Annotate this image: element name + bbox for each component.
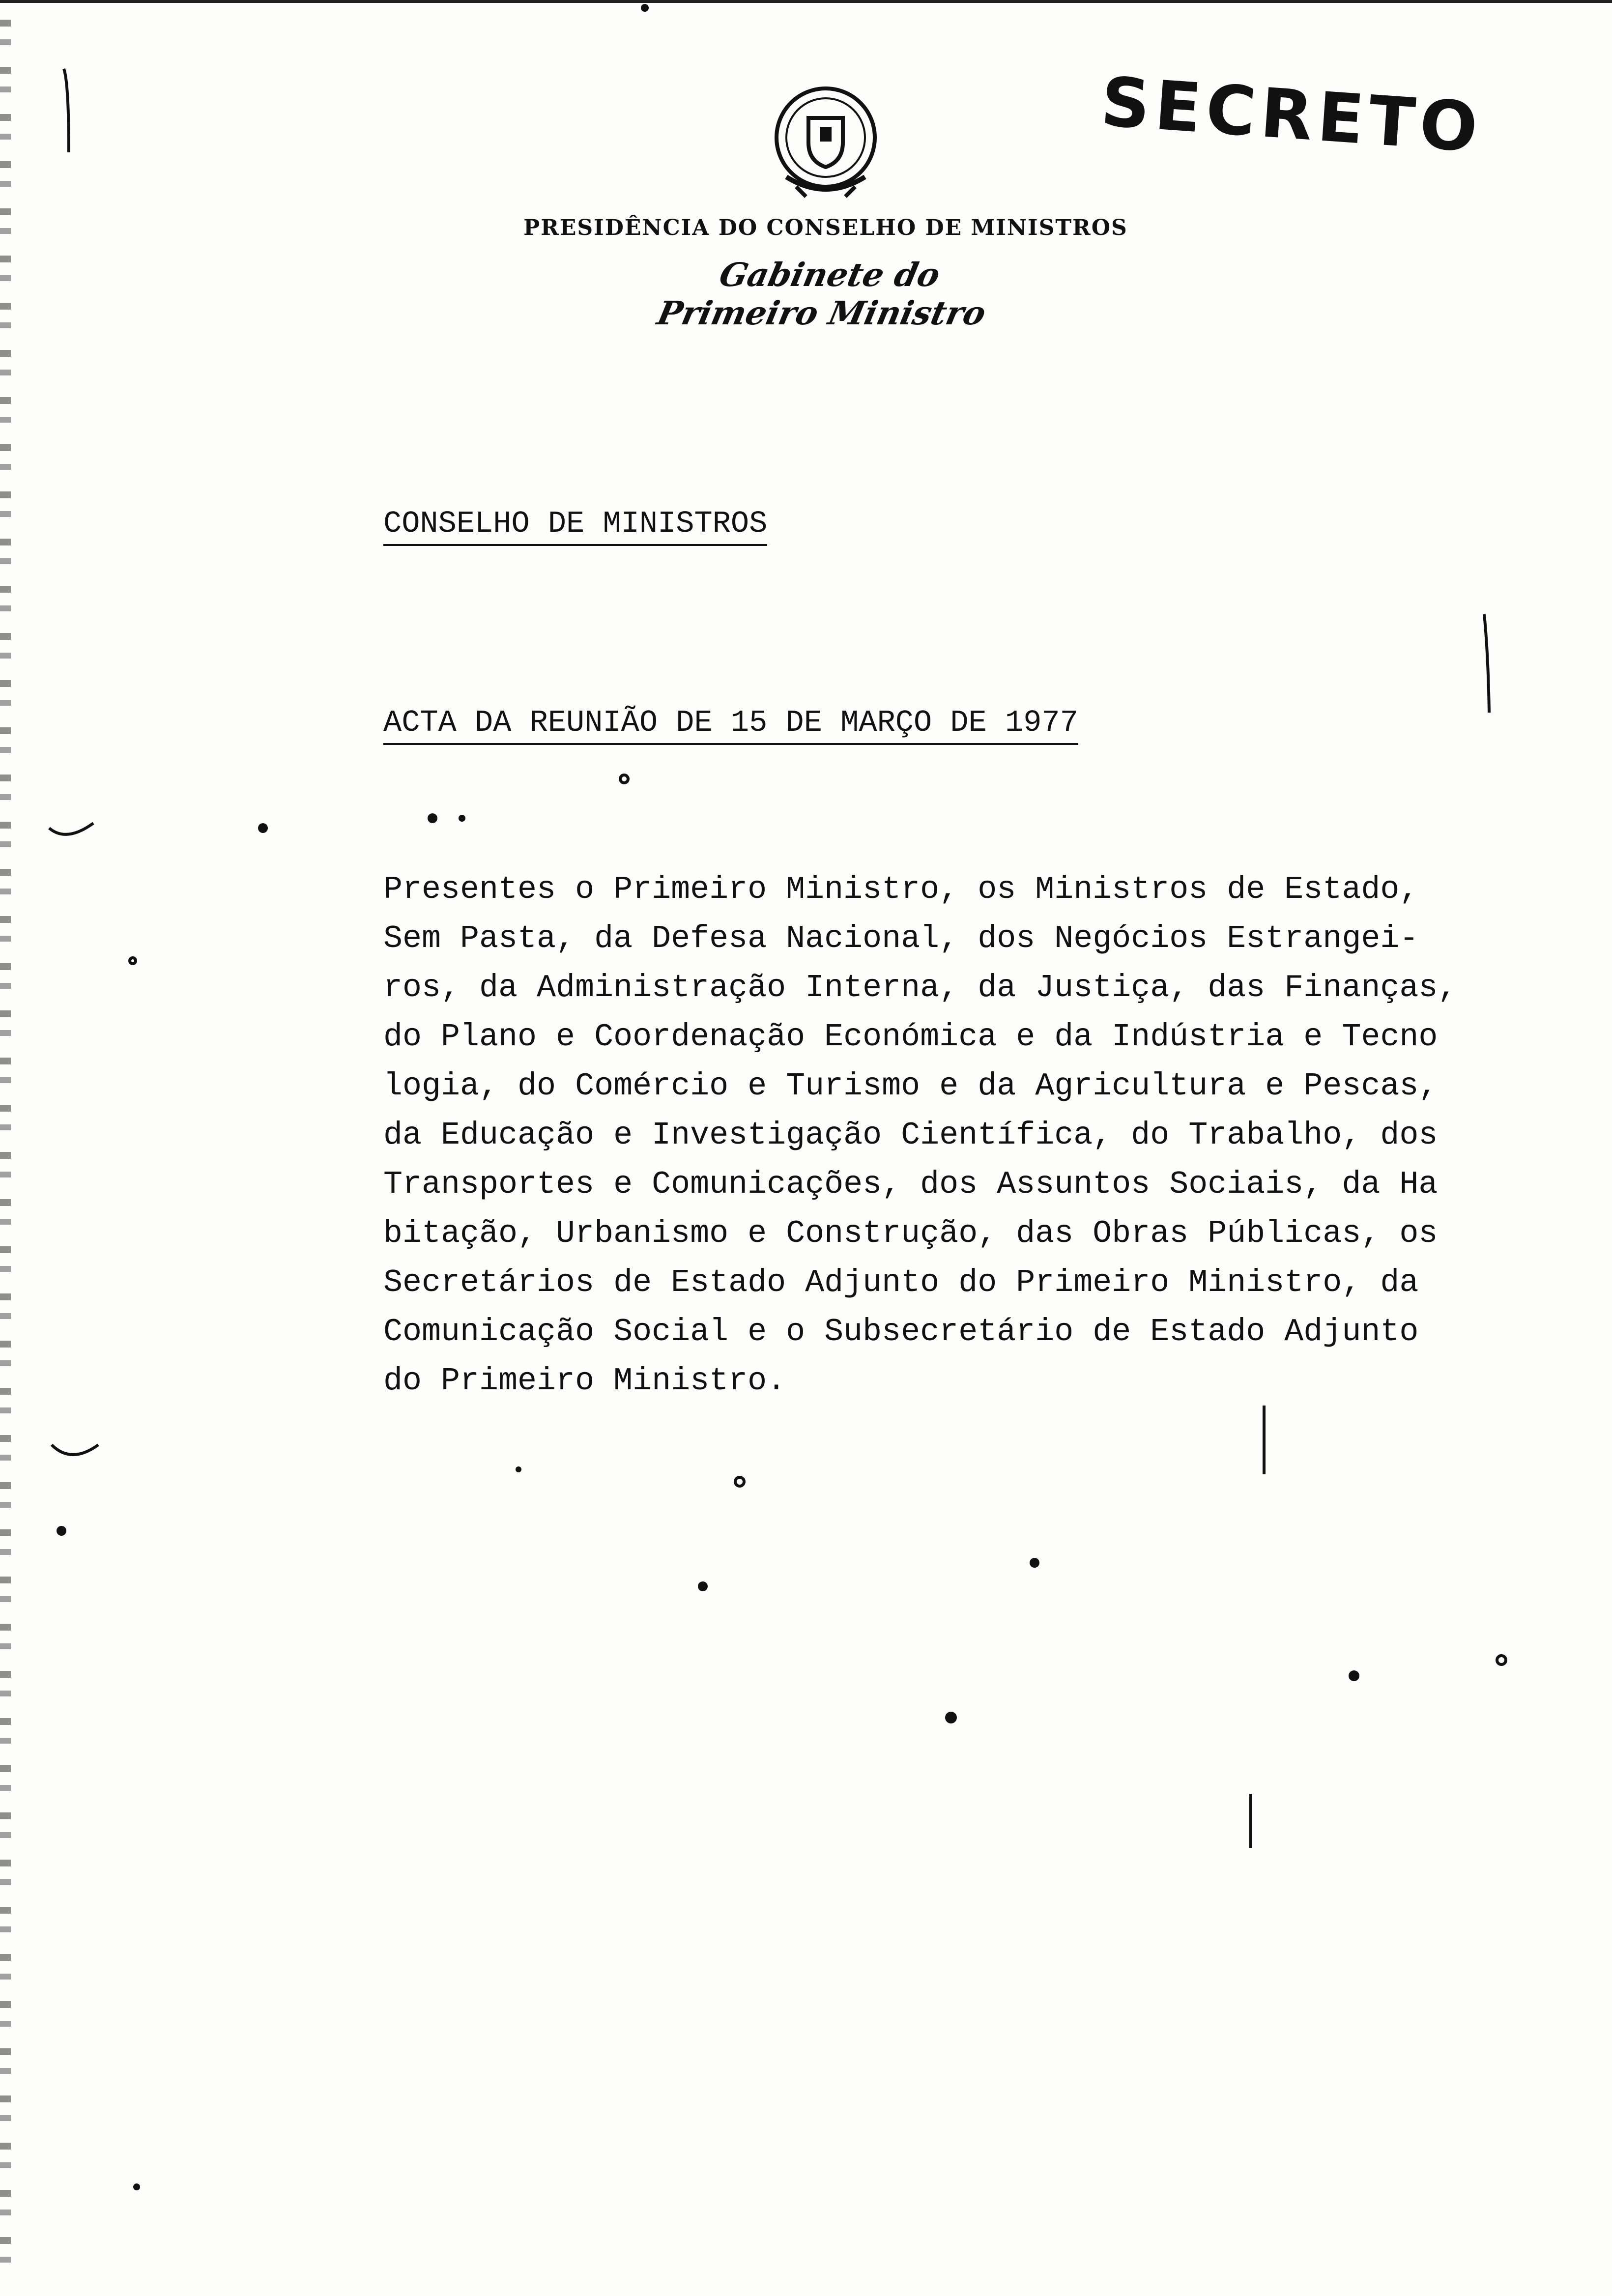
attendance-paragraph: Presentes o Primeiro Ministro, os Ministros de Estado, Sem Pasta, da Defesa Nacional, dos Negócios Estrangei- ros, da Administração Interna, da Justiça, das Finanças, do Plano e Coordenação Económica e da Indústria e Tecno logia, do Comércio e Turismo e da Agricultura e Pescas, da Educação e Investigação Científica, do Trabalho, dos Transportes e Comunicações, dos Assuntos Sociais, da Ha bitação, Urbanismo e Construção, das Obras Públicas, os Secretários de Estado Adjunto do Primeiro Ministro, da Comunicação Social e o Subsecretário de Estado Adjunto do Primeiro Ministro.: [383, 871, 1457, 1399]
document-heading: CONSELHO DE MINISTROS: [383, 506, 767, 546]
minutes-title: ACTA DA REUNIÃO DE 15 DE MARÇO DE 1977: [383, 705, 1078, 745]
letterhead-office: Gabinete do Primeiro Ministro: [654, 256, 989, 332]
letterhead-institution: PRESIDÊNCIA DO CONSELHO DE MINISTROS: [523, 215, 1128, 240]
classification-stamp: SECRETO: [1098, 62, 1485, 168]
